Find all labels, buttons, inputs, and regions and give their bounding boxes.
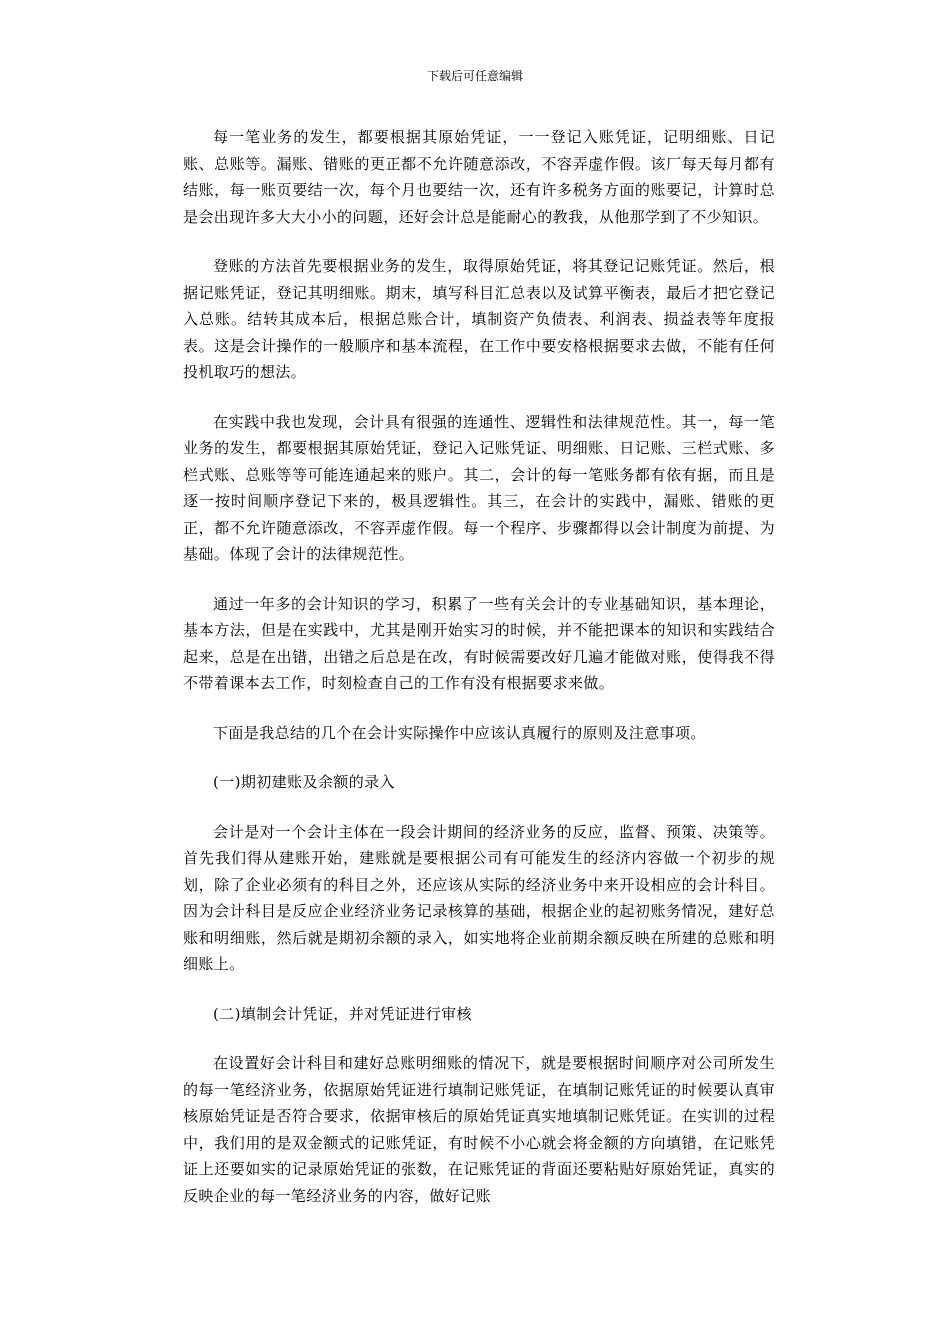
paragraph-1: 每一笔业务的发生，都要根据其原始凭证，一一登记入账凭证，记明细账、日记账、总账等。漏账、错账的更正都不允许随意添改，不容弄虚作假。该厂每天每月都有结账，每一账页要结一次，每个月也要结一次，还有许多税务方面的账要记，计算时总是会出现许多大大小小的问题，还好会计总是能耐心的教我，从他那学到了不少知识。 bbox=[183, 128, 775, 226]
section-2-body: 在设置好会计科目和建好总账明细账的情况下，就是要根据时间顺序对公司所发生的每一笔经济业务，依据原始凭证进行填制记账凭证，在填制记账凭证的时候要认真审核原始凭证是否符合要求，依据审核后的原始凭证真实地填制记账凭证。在实训的过程中，我们用的是双金额式的记账凭证，有时候不小心就会将金额的方向填错，在记账凭证上还要如实的记录原始凭证的张数，在记账凭证的背面还要粘贴好原始凭证，真实的反映企业的每一笔经济业务的内容，做好记账 bbox=[183, 1054, 775, 1205]
paragraph-2: 登账的方法首先要根据业务的发生，取得原始凭证，将其登记记账凭证。然后，根据记账凭证，登记其明细账。期末，填写科目汇总表以及试算平衡表，最后才把它登记入总账。结转其成本后，根据总账合计，填制资产负债表、利润表、损益表等年度报表。这是会计操作的一般顺序和基本流程，在工作中要安格根据要求去做，不能有任何投机取巧的想法。 bbox=[183, 257, 775, 381]
section-heading-2: (二)填制会计凭证，并对凭证进行审核 bbox=[213, 1004, 472, 1023]
page-header: 下载后可任意编辑 bbox=[426, 69, 523, 83]
document-body bbox=[183, 124, 775, 1232]
paragraph-5: 下面是我总结的几个在会计实际操作中应该认真履行的原则及注意事项。 bbox=[213, 723, 706, 742]
paragraph-4: 通过一年多的会计知识的学习，积累了一些有关会计的专业基础知识，基本理论，基本方法，但是在实践中，尤其是刚开始实习的时候，并不能把课本的知识和实践结合起来，总是在出错，出错之后总是在改，有时候需要改好几遍才能做对账，使得我不得不带着课本去工作，时刻检查自己的工作有没有根据要求来做。 bbox=[183, 594, 775, 692]
section-heading-1: (一)期初建账及余额的录入 bbox=[213, 773, 395, 791]
section-1-body: 会计是对一个会计主体在一段会计期间的经济业务的反应，监督、预策、决策等。首先我们得从建账开始，建账就是要根据公司有可能发生的经济内容做一个初步的规划，除了企业必须有的科目之外，还应该从实际的经济业务中来开设相应的会计科目。因为会计科目是反应企业经济业务记录核算的基础，根据企业的起初账务情况，建好总账和明细账，然后就是期初余额的录入，如实地将企业前期余额反映在所建的总账和明细账上。 bbox=[183, 822, 775, 973]
paragraph-3: 在实践中我也发现，会计具有很强的连通性、逻辑性和法律规范性。其一，每一笔业务的发生，都要根据其原始凭证，登记入记账凭证、明细账、日记账、三栏式账、多栏式账、总账等等可能连通起来的账户。其二，会计的每一笔账务都有依有据，而且是逐一按时间顺序登记下来的，极具逻辑性。其三，在会计的实践中，漏账、错账的更正，都不允许随意添改，不容弄虚作假。每一个程序、步骤都得以会计制度为前提、为基础。体现了会计的法律规范性。 bbox=[183, 412, 775, 563]
